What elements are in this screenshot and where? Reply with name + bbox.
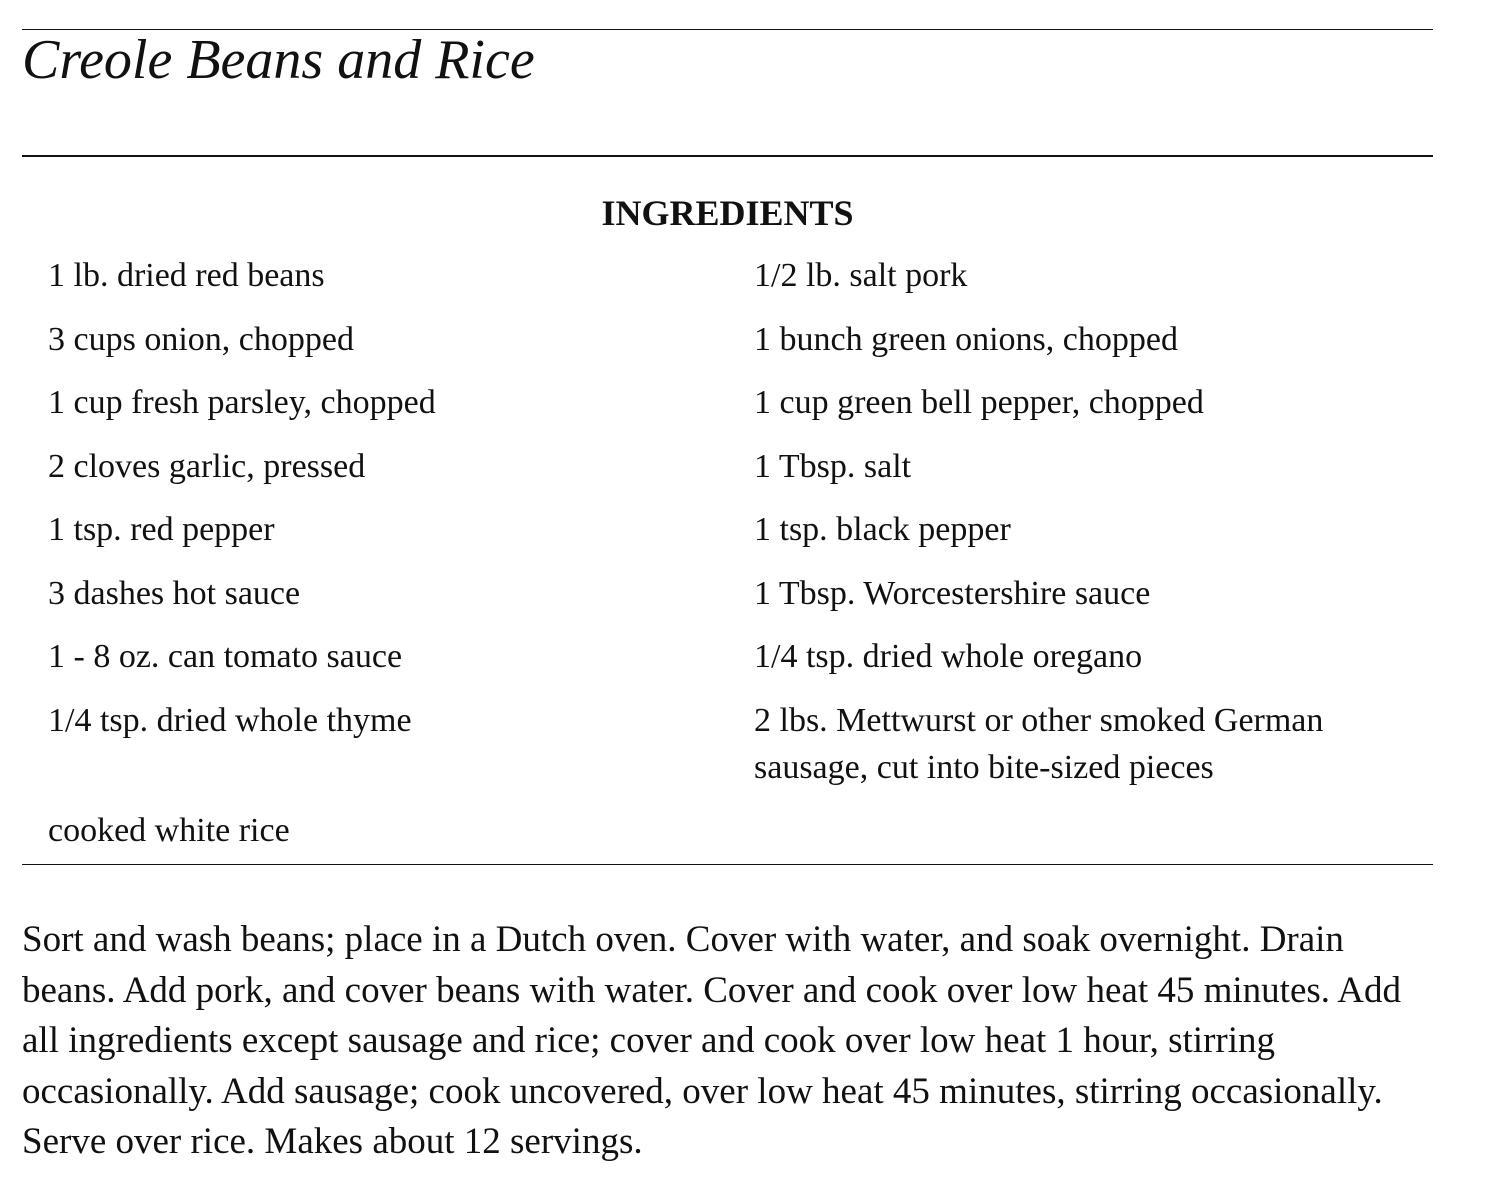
ingredient-item: 1 Tbsp. salt bbox=[754, 448, 912, 485]
ingredient-item: 1/4 tsp. dried whole oregano bbox=[754, 638, 1143, 675]
ingredient-item: 1 cup fresh parsley, chopped bbox=[48, 384, 436, 421]
ingredient-item: 1 Tbsp. Worcestershire sauce bbox=[754, 575, 1151, 612]
ingredient-item: 3 dashes hot sauce bbox=[48, 575, 301, 612]
ingredient-item: 1 lb. dried red beans bbox=[48, 257, 325, 294]
ingredient-item: 1 cup green bell pepper, chopped bbox=[754, 384, 1204, 421]
ingredient-item: 3 cups onion, chopped bbox=[48, 321, 354, 358]
ingredient-item: 2 cloves garlic, pressed bbox=[48, 448, 366, 485]
ingredient-item: 1 - 8 oz. can tomato sauce bbox=[48, 638, 403, 675]
ingredient-item: 1 tsp. black pepper bbox=[754, 511, 1011, 548]
ingredient-item: 2 lbs. Mettwurst or other smoked German sausage, cut into bite-sized pieces bbox=[754, 702, 1324, 786]
directions-paragraph: Sort and wash beans; place in a Dutch oven. Cover with water, and soak overnight. Drain beans. Add pork, and cover beans with water. Cover and cook over low heat 45 minutes. Add all ingredients except sausage and rice; cover and cook over low heat 1 hour, stirring occasionally. Add sausage; cook uncovered, over low heat 45 minutes, stirring occasionally. Serve over rice. Makes about 12 servings. bbox=[22, 919, 1401, 1162]
ingredient-item: 1 bunch green onions, chopped bbox=[754, 321, 1178, 358]
ingredient-item: 1 tsp. red pepper bbox=[48, 511, 275, 548]
ingredient-item: 1/4 tsp. dried whole thyme bbox=[48, 702, 412, 739]
ingredients-divider bbox=[22, 864, 1433, 865]
recipe-title: Creole Beans and Rice bbox=[22, 29, 535, 91]
ingredients-heading: INGREDIENTS bbox=[601, 193, 854, 233]
ingredient-item: cooked white rice bbox=[48, 812, 290, 849]
title-divider bbox=[22, 155, 1433, 157]
ingredient-item: 1/2 lb. salt pork bbox=[754, 257, 968, 294]
